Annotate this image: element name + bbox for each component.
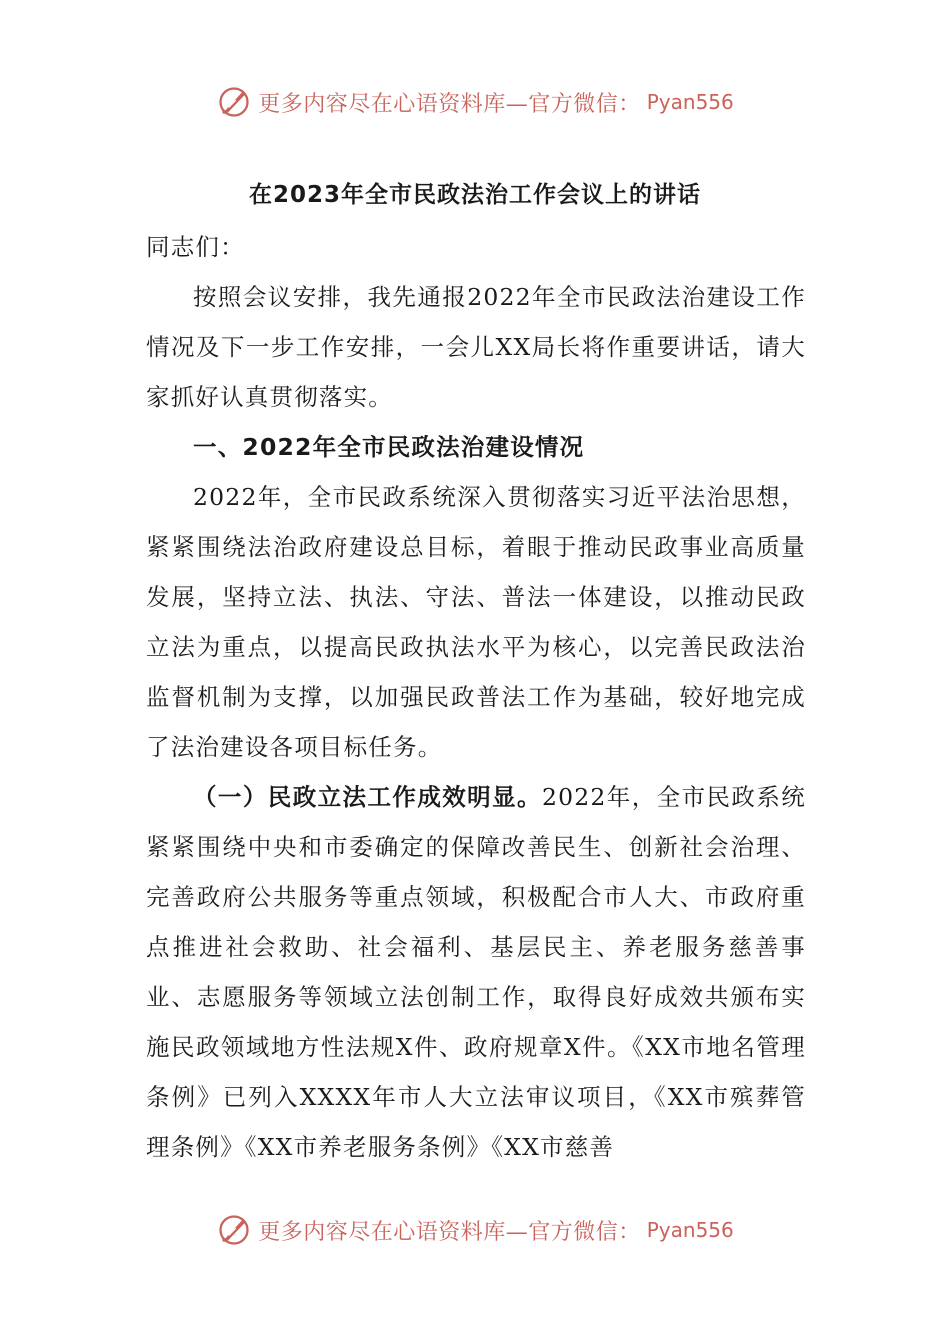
watermark-banner-bottom: [0, 1208, 950, 1252]
watermark-wechat-id: Pyan556: [646, 90, 734, 114]
subsection-lead: （一）民政立法工作成效明显。: [193, 783, 542, 811]
document-body: [146, 222, 806, 1172]
salutation: 同志们：: [146, 233, 245, 261]
quill-logo-icon: [216, 84, 252, 120]
watermark-text: 更多内容尽在心语资料库—官方微信：: [258, 1219, 641, 1245]
intro-paragraph: 按照会议安排，我先通报2022年全市民政法治建设工作情况及下一步工作安排，一会儿XX局长将作重要讲话，请大家抓好认真贯彻落实。: [146, 283, 806, 411]
section-paragraph: 2022年，全市民政系统深入贯彻落实习近平法治思想，紧紧围绕法治政府建设总目标，着眼于推动民政事业高质量发展，坚持立法、执法、守法、普法一体建设，以推动民政立法为重点，以提高民政执法水平为核心，以完善民政法治监督机制为支撑，以加强民政普法工作为基础，较好地完成了法治建设各项目标任务。: [146, 483, 806, 761]
watermark-text: 更多内容尽在心语资料库—官方微信：: [258, 91, 641, 117]
watermark-banner-top: [0, 80, 950, 124]
section-heading: 一、2022年全市民政法治建设情况: [193, 433, 585, 461]
watermark-wechat-id: Pyan556: [646, 1218, 734, 1242]
subsection-paragraph: [146, 772, 806, 1172]
quill-logo-icon: [216, 1212, 252, 1248]
subsection-body: 2022年，全市民政系统紧紧围绕中央和市委确定的保障改善民生、创新社会治理、完善政府公共服务等重点领域，积极配合市人大、市政府重点推进社会救助、社会福利、基层民主、养老服务慈善事业、志愿服务等领域立法创制工作，取得良好成效共颁布实施民政领域地方性法规X件、政府规章X件。《XX市地名管理条例》已列入XXXX年市人大立法审议项目，《XX市殡葬管理条例》《XX市养老服务条例》《XX市慈善: [146, 783, 806, 1161]
document-title: 在2023年全市民政法治工作会议上的讲话: [248, 182, 701, 208]
